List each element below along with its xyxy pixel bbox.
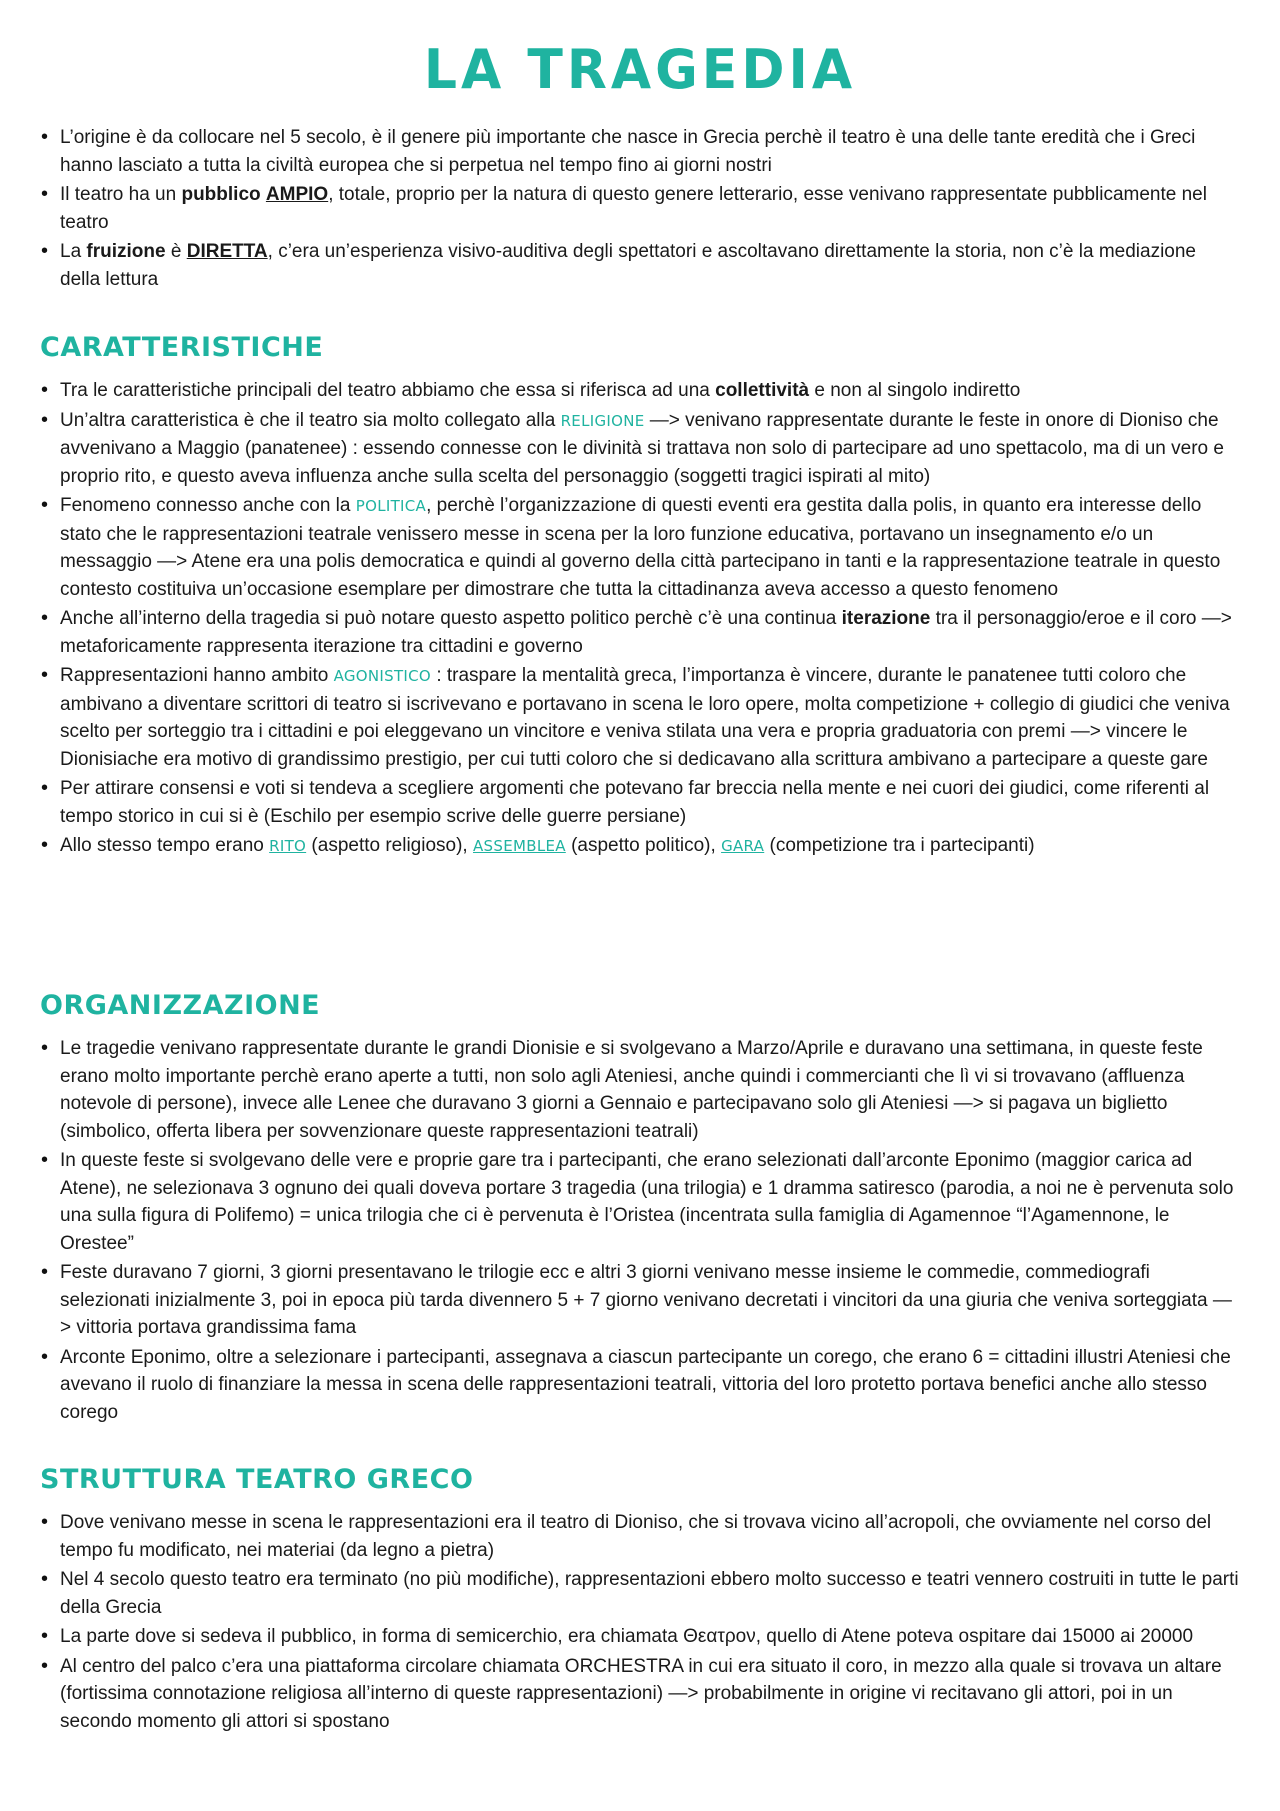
keyword-highlight: RELIGIONE [560,411,645,430]
list-item: • Anche all’interno della tragedia si può notare questo aspetto politico perchè c’è una continua iterazione tra il personaggio/eroe e il coro —> metaforicamente rappresenta iterazione tra cittadini e governo [40,605,1240,660]
list-item: • Al centro del palco c’era una piattaforma circolare chiamata ORCHESTRA in cui era situato il coro, in mezzo alla quale si trovava un altare (fortissima connotazione religiosa all’interno di queste rappresentazioni) —> probabilmente in origine vi recitavano gli attori, poi in un secondo momento gli attori si spostano [40,1653,1240,1736]
struttura-list [40,1509,1240,1735]
list-item: • Per attirare consensi e voti si tendeva a scegliere argomenti che potevano far breccia nella mente e nei cuori dei giudici, come riferenti al tempo storico in cui si è (Eschilo per esempio scrive delle guerre persiane) [40,775,1240,830]
caratteristiche-section [40,332,1240,863]
organizzazione-list [40,1035,1240,1426]
keyword-highlight: RITO [269,837,307,855]
page-title: LA TRAGEDIA [423,38,857,102]
list-item: • Arconte Eponimo, oltre a selezionare i partecipanti, assegnava a ciascun partecipante un corego, che erano 6 = cittadini illustri Ateniesi che avevano il ruolo di finanziare la messa in scena delle rappresentazioni teatrali, vittoria del loro protetto portava benefici anche allo stesso corego [40,1344,1240,1427]
bold-term: pubblico [181,184,261,205]
bold-term: fruizione [86,241,166,262]
list-item: • Nel 4 secolo questo teatro era terminato (no più modifiche), rappresentazioni ebbero molto successo e teatri vennero costruiti in tutte le parti della Grecia [40,1566,1240,1621]
list-item: • La parte dove si sedeva il pubblico, in forma di semicerchio, era chiamata Θεατρον, quello di Atene poteva ospitare dai 15000 ai 20000 [40,1623,1240,1651]
caratteristiche-list [40,377,1240,861]
section-heading: CARATTERISTICHE [40,332,324,363]
list-item: • Allo stesso tempo erano RITO (aspetto religioso), ASSEMBLEA (aspetto politico), GARA (competizione tra i partecipanti) [40,832,1240,861]
section-heading: STRUTTURA TEATRO GRECO [40,1464,474,1495]
intro-section [40,124,1240,295]
list-item: • Feste duravano 7 giorni, 3 giorni presentavano le trilogie ecc e altri 3 giorni venivano messe insieme le commedie, commediografi selezionati inizialmente 3, poi in epoca più tarda divennero 5 + 7 giorno venivano decretati i vincitori da una giuria che veniva sorteggiata —> vittoria portava grandissima fama [40,1259,1240,1342]
keyword-highlight: AGONISTICO [333,667,432,685]
list-item: • In queste feste si svolgevano delle vere e proprie gare tra i partecipanti, che erano selezionati dall’arconte Eponimo (maggior carica ad Atene), ne selezionava 3 ognuno dei quali doveva portare 3 tragedia (una trilogia) e 1 dramma satiresco (parodia, a noi ne è pervenuta solo una sulla figura di Polifemo) = unica trilogia che ci è pervenuta è l’Oristea (incentrata sulla famiglia di Agamennoe “l’Agamennone, le Orestee” [40,1147,1240,1257]
list-item: • La fruizione è DIRETTA, c’era un’esperienza visivo-auditiva degli spettatori e ascoltavano direttamente la storia, non c’è la mediazione della lettura [40,238,1240,293]
bold-term: collettività [715,380,810,401]
list-item: • Le tragedie venivano rappresentate durante le grandi Dionisie e si svolgevano a Marzo/Aprile e duravano una settimana, in queste feste erano molto importante perchè erano aperte a tutti, non solo agli Ateniesi, anche quindi i commercianti che lì vi si trovavano (affluenza notevole di persone), invece alle Lenee che duravano 3 giorni a Gennaio e partecipavano solo gli Ateniesi —> si pagava un biglietto (simbolico, offerta libera per sovvenzionare queste rappresentazioni teatrali) [40,1035,1240,1145]
keyword-highlight: GARA [721,837,765,855]
list-item: • Il teatro ha un pubblico AMPIO, totale, proprio per la natura di questo genere letterario, esse venivano rappresentate pubblicamente nel teatro [40,181,1240,236]
keyword-highlight: POLITICA [355,497,427,515]
list-item: • Tra le caratteristiche principali del teatro abbiamo che essa si riferisca ad una collettività e non al singolo indiretto [40,377,1240,405]
bold-term: iterazione [841,608,931,629]
list-item: • Dove venivano messe in scena le rappresentazioni era il teatro di Dioniso, che si trovava vicino all’acropoli, che ovviamente nel corso del tempo fu modificato, nei materiai (da legno a pietra) [40,1509,1240,1564]
underlined-term: AMPIO [265,184,329,205]
intro-list [40,124,1240,293]
list-item: • L’origine è da collocare nel 5 secolo, è il genere più importante che nasce in Grecia perchè il teatro è una delle tante eredità che i Greci hanno lasciato a tutta la civiltà europea che si perpetua nel tempo fino ai giorni nostri [40,124,1240,179]
struttura-section [40,1464,1240,1737]
list-item: • Un’altra caratteristica è che il teatro sia molto collegato alla RELIGIONE —> venivano rappresentate durante le feste in onore di Dioniso che avvenivano a Maggio (panatenee) : essendo connesse con le divinità si trattava non solo di partecipare ad uno spettacolo, ma di un vero e proprio rito, e questo aveva influenza anche sulla scelta del personaggio (soggetti tragici ispirati al mito) [40,407,1240,491]
section-heading: ORGANIZZAZIONE [40,990,321,1021]
keyword-highlight: ASSEMBLEA [473,837,566,855]
list-item: • Rappresentazioni hanno ambito AGONISTICO : traspare la mentalità greca, l’importanza è vincere, durante le panatenee tutti coloro che ambivano a diventare scrittori di teatro si iscrivevano e portavano in scena le loro opere, molta competizione + collegio di giudici che veniva scelto per sorteggio tra i cittadini e poi eleggevano un vincitore e veniva stilata una vera e propria graduatoria con premi —> vincere le Dionisiache era motivo di grandissimo prestigio, per cui tutti coloro che si dedicavano alla scrittura ambivano a partecipare a queste gare [40,662,1240,773]
underlined-term: DIRETTA [186,241,268,262]
list-item: • Fenomeno connesso anche con la POLITICA, perchè l’organizzazione di questi eventi era gestita dalla polis, in quanto era interesse dello stato che le rappresentazioni teatrale venissero messe in scena per la loro funzione educativa, portavano un insegnamento e/o un messaggio —> Atene era una polis democratica e quindi al governo della città partecipano in tanti e la rappresentazione teatrale in questo contesto costituiva un’occasione esemplare per dimostrare che tutta la cittadinanza aveva accesso a questo fenomeno [40,492,1240,603]
organizzazione-section [40,990,1240,1428]
